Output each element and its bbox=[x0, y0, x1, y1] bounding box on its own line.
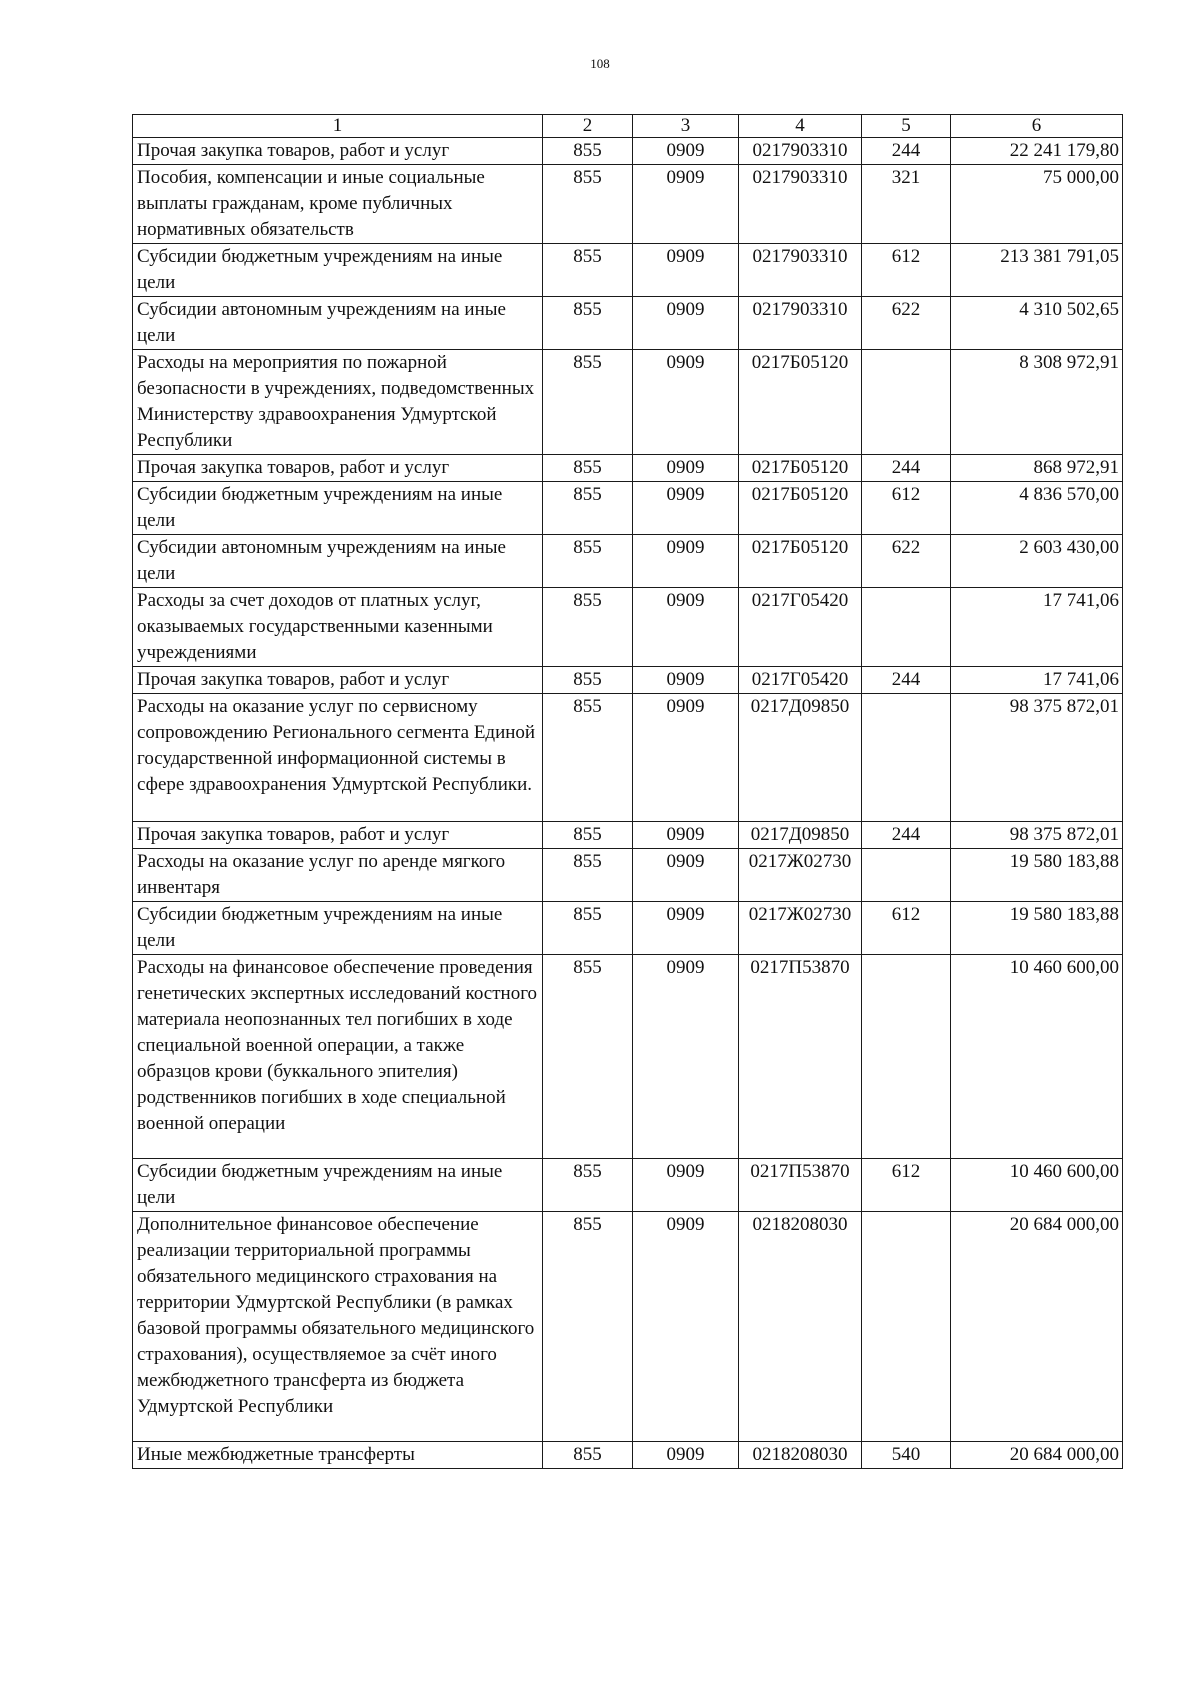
code-2-cell: 855 bbox=[543, 138, 633, 165]
table-row bbox=[133, 849, 1123, 902]
item-name-cell: Расходы на оказание услуг по сервисному сопровождению Регионального сегмента Единой государственной информационной системы в сфере здравоохранения Удмуртской Республики. bbox=[133, 694, 543, 822]
item-name-cell: Дополнительное финансовое обеспечение реализации территориальной программы обязательного медицинского страхования на территории Удмуртской Республики (в рамках базовой программы обязательного медицинского страхования), осуществляемое за счёт иного межбюджетного трансферта из бюджета Удмуртской Республики bbox=[133, 1212, 543, 1442]
code-5-cell: 622 bbox=[862, 535, 951, 588]
code-2-cell: 855 bbox=[543, 1212, 633, 1442]
amount-cell: 17 741,06 bbox=[951, 667, 1123, 694]
code-3-cell: 0909 bbox=[633, 138, 739, 165]
code-2-cell: 855 bbox=[543, 822, 633, 849]
item-name-cell: Прочая закупка товаров, работ и услуг bbox=[133, 667, 543, 694]
item-name-cell: Субсидии бюджетным учреждениям на иные цели bbox=[133, 1159, 543, 1212]
item-name-cell: Расходы на оказание услуг по аренде мягкого инвентаря bbox=[133, 849, 543, 902]
amount-cell: 10 460 600,00 bbox=[951, 955, 1123, 1159]
header-cell-1: 1 bbox=[133, 115, 543, 138]
code-5-cell: 321 bbox=[862, 165, 951, 244]
code-5-cell bbox=[862, 955, 951, 1159]
amount-cell: 4 836 570,00 bbox=[951, 482, 1123, 535]
code-5-cell: 244 bbox=[862, 138, 951, 165]
code-5-cell: 622 bbox=[862, 297, 951, 350]
table-row bbox=[133, 694, 1123, 822]
code-4-cell: 0217П53870 bbox=[739, 1159, 862, 1212]
code-3-cell: 0909 bbox=[633, 667, 739, 694]
code-5-cell: 244 bbox=[862, 667, 951, 694]
budget-table bbox=[132, 114, 1123, 1469]
code-2-cell: 855 bbox=[543, 244, 633, 297]
code-2-cell: 855 bbox=[543, 455, 633, 482]
amount-cell: 8 308 972,91 bbox=[951, 350, 1123, 455]
amount-cell: 98 375 872,01 bbox=[951, 822, 1123, 849]
code-5-cell: 612 bbox=[862, 244, 951, 297]
item-name-cell: Прочая закупка товаров, работ и услуг bbox=[133, 138, 543, 165]
code-2-cell: 855 bbox=[543, 955, 633, 1159]
table-row bbox=[133, 1442, 1123, 1469]
amount-cell: 4 310 502,65 bbox=[951, 297, 1123, 350]
code-3-cell: 0909 bbox=[633, 1442, 739, 1469]
code-2-cell: 855 bbox=[543, 667, 633, 694]
code-4-cell: 0217Б05120 bbox=[739, 455, 862, 482]
code-2-cell: 855 bbox=[543, 297, 633, 350]
table-row bbox=[133, 535, 1123, 588]
header-cell-6: 6 bbox=[951, 115, 1123, 138]
table-row bbox=[133, 482, 1123, 535]
item-name-cell: Иные межбюджетные трансферты bbox=[133, 1442, 543, 1469]
code-3-cell: 0909 bbox=[633, 482, 739, 535]
amount-cell: 19 580 183,88 bbox=[951, 849, 1123, 902]
code-5-cell: 540 bbox=[862, 1442, 951, 1469]
code-3-cell: 0909 bbox=[633, 694, 739, 822]
table-row bbox=[133, 955, 1123, 1159]
amount-cell: 98 375 872,01 bbox=[951, 694, 1123, 822]
code-2-cell: 855 bbox=[543, 350, 633, 455]
header-cell-4: 4 bbox=[739, 115, 862, 138]
code-2-cell: 855 bbox=[543, 1442, 633, 1469]
code-2-cell: 855 bbox=[543, 694, 633, 822]
code-2-cell: 855 bbox=[543, 902, 633, 955]
table-row bbox=[133, 1212, 1123, 1442]
item-name-cell: Прочая закупка товаров, работ и услуг bbox=[133, 455, 543, 482]
amount-cell: 20 684 000,00 bbox=[951, 1212, 1123, 1442]
code-4-cell: 0217903310 bbox=[739, 138, 862, 165]
code-5-cell: 244 bbox=[862, 455, 951, 482]
code-2-cell: 855 bbox=[543, 588, 633, 667]
code-3-cell: 0909 bbox=[633, 822, 739, 849]
amount-cell: 20 684 000,00 bbox=[951, 1442, 1123, 1469]
code-4-cell: 0217Б05120 bbox=[739, 535, 862, 588]
code-5-cell: 612 bbox=[862, 902, 951, 955]
table-row bbox=[133, 902, 1123, 955]
code-5-cell: 612 bbox=[862, 482, 951, 535]
table-body bbox=[133, 138, 1123, 1469]
code-4-cell: 0217Г05420 bbox=[739, 588, 862, 667]
item-name-cell: Прочая закупка товаров, работ и услуг bbox=[133, 822, 543, 849]
table-row bbox=[133, 244, 1123, 297]
amount-cell: 10 460 600,00 bbox=[951, 1159, 1123, 1212]
code-4-cell: 0217Ж02730 bbox=[739, 902, 862, 955]
code-5-cell bbox=[862, 849, 951, 902]
code-5-cell bbox=[862, 588, 951, 667]
page-number: 108 bbox=[590, 56, 610, 71]
code-4-cell: 0217Д09850 bbox=[739, 822, 862, 849]
item-name-cell: Субсидии бюджетным учреждениям на иные цели bbox=[133, 902, 543, 955]
table-row bbox=[133, 667, 1123, 694]
item-name-cell: Субсидии автономным учреждениям на иные цели bbox=[133, 297, 543, 350]
header-cell-2: 2 bbox=[543, 115, 633, 138]
code-3-cell: 0909 bbox=[633, 1212, 739, 1442]
code-2-cell: 855 bbox=[543, 165, 633, 244]
table-row bbox=[133, 297, 1123, 350]
table-row bbox=[133, 588, 1123, 667]
code-4-cell: 0217Б05120 bbox=[739, 350, 862, 455]
amount-cell: 22 241 179,80 bbox=[951, 138, 1123, 165]
code-2-cell: 855 bbox=[543, 482, 633, 535]
code-4-cell: 0217Ж02730 bbox=[739, 849, 862, 902]
code-4-cell: 0217903310 bbox=[739, 165, 862, 244]
item-name-cell: Расходы на мероприятия по пожарной безопасности в учреждениях, подведомственных Министерству здравоохранения Удмуртской Республики bbox=[133, 350, 543, 455]
amount-cell: 75 000,00 bbox=[951, 165, 1123, 244]
item-name-cell: Пособия, компенсации и иные социальные выплаты гражданам, кроме публичных нормативных обязательств bbox=[133, 165, 543, 244]
item-name-cell: Расходы на финансовое обеспечение проведения генетических экспертных исследований костного материала неопознанных тел погибших в ходе специальной военной операции, а также образцов крови (буккального эпителия) родственников погибших в ходе специальной военной операции bbox=[133, 955, 543, 1159]
table-row bbox=[133, 822, 1123, 849]
code-3-cell: 0909 bbox=[633, 535, 739, 588]
code-2-cell: 855 bbox=[543, 1159, 633, 1212]
amount-cell: 17 741,06 bbox=[951, 588, 1123, 667]
item-name-cell: Субсидии бюджетным учреждениям на иные цели bbox=[133, 244, 543, 297]
table-row bbox=[133, 350, 1123, 455]
amount-cell: 213 381 791,05 bbox=[951, 244, 1123, 297]
code-3-cell: 0909 bbox=[633, 455, 739, 482]
code-3-cell: 0909 bbox=[633, 350, 739, 455]
code-5-cell bbox=[862, 694, 951, 822]
amount-cell: 2 603 430,00 bbox=[951, 535, 1123, 588]
code-3-cell: 0909 bbox=[633, 297, 739, 350]
item-name-cell: Расходы за счет доходов от платных услуг, оказываемых государственными казенными учреждениями bbox=[133, 588, 543, 667]
code-4-cell: 0217Д09850 bbox=[739, 694, 862, 822]
code-5-cell: 244 bbox=[862, 822, 951, 849]
header-cell-5: 5 bbox=[862, 115, 951, 138]
code-4-cell: 0217П53870 bbox=[739, 955, 862, 1159]
code-3-cell: 0909 bbox=[633, 955, 739, 1159]
code-4-cell: 0218208030 bbox=[739, 1212, 862, 1442]
item-name-cell: Субсидии бюджетным учреждениям на иные цели bbox=[133, 482, 543, 535]
code-4-cell: 0217903310 bbox=[739, 297, 862, 350]
code-5-cell bbox=[862, 350, 951, 455]
code-5-cell bbox=[862, 1212, 951, 1442]
table-row bbox=[133, 1159, 1123, 1212]
code-3-cell: 0909 bbox=[633, 1159, 739, 1212]
amount-cell: 868 972,91 bbox=[951, 455, 1123, 482]
code-3-cell: 0909 bbox=[633, 902, 739, 955]
table-row bbox=[133, 138, 1123, 165]
code-4-cell: 0218208030 bbox=[739, 1442, 862, 1469]
code-2-cell: 855 bbox=[543, 535, 633, 588]
item-name-cell: Субсидии автономным учреждениям на иные цели bbox=[133, 535, 543, 588]
amount-cell: 19 580 183,88 bbox=[951, 902, 1123, 955]
table-header-row bbox=[133, 115, 1123, 138]
code-3-cell: 0909 bbox=[633, 165, 739, 244]
code-3-cell: 0909 bbox=[633, 588, 739, 667]
code-4-cell: 0217Г05420 bbox=[739, 667, 862, 694]
code-4-cell: 0217Б05120 bbox=[739, 482, 862, 535]
code-2-cell: 855 bbox=[543, 849, 633, 902]
table-row bbox=[133, 455, 1123, 482]
code-3-cell: 0909 bbox=[633, 849, 739, 902]
header-cell-3: 3 bbox=[633, 115, 739, 138]
code-3-cell: 0909 bbox=[633, 244, 739, 297]
code-4-cell: 0217903310 bbox=[739, 244, 862, 297]
table-row bbox=[133, 165, 1123, 244]
code-5-cell: 612 bbox=[862, 1159, 951, 1212]
